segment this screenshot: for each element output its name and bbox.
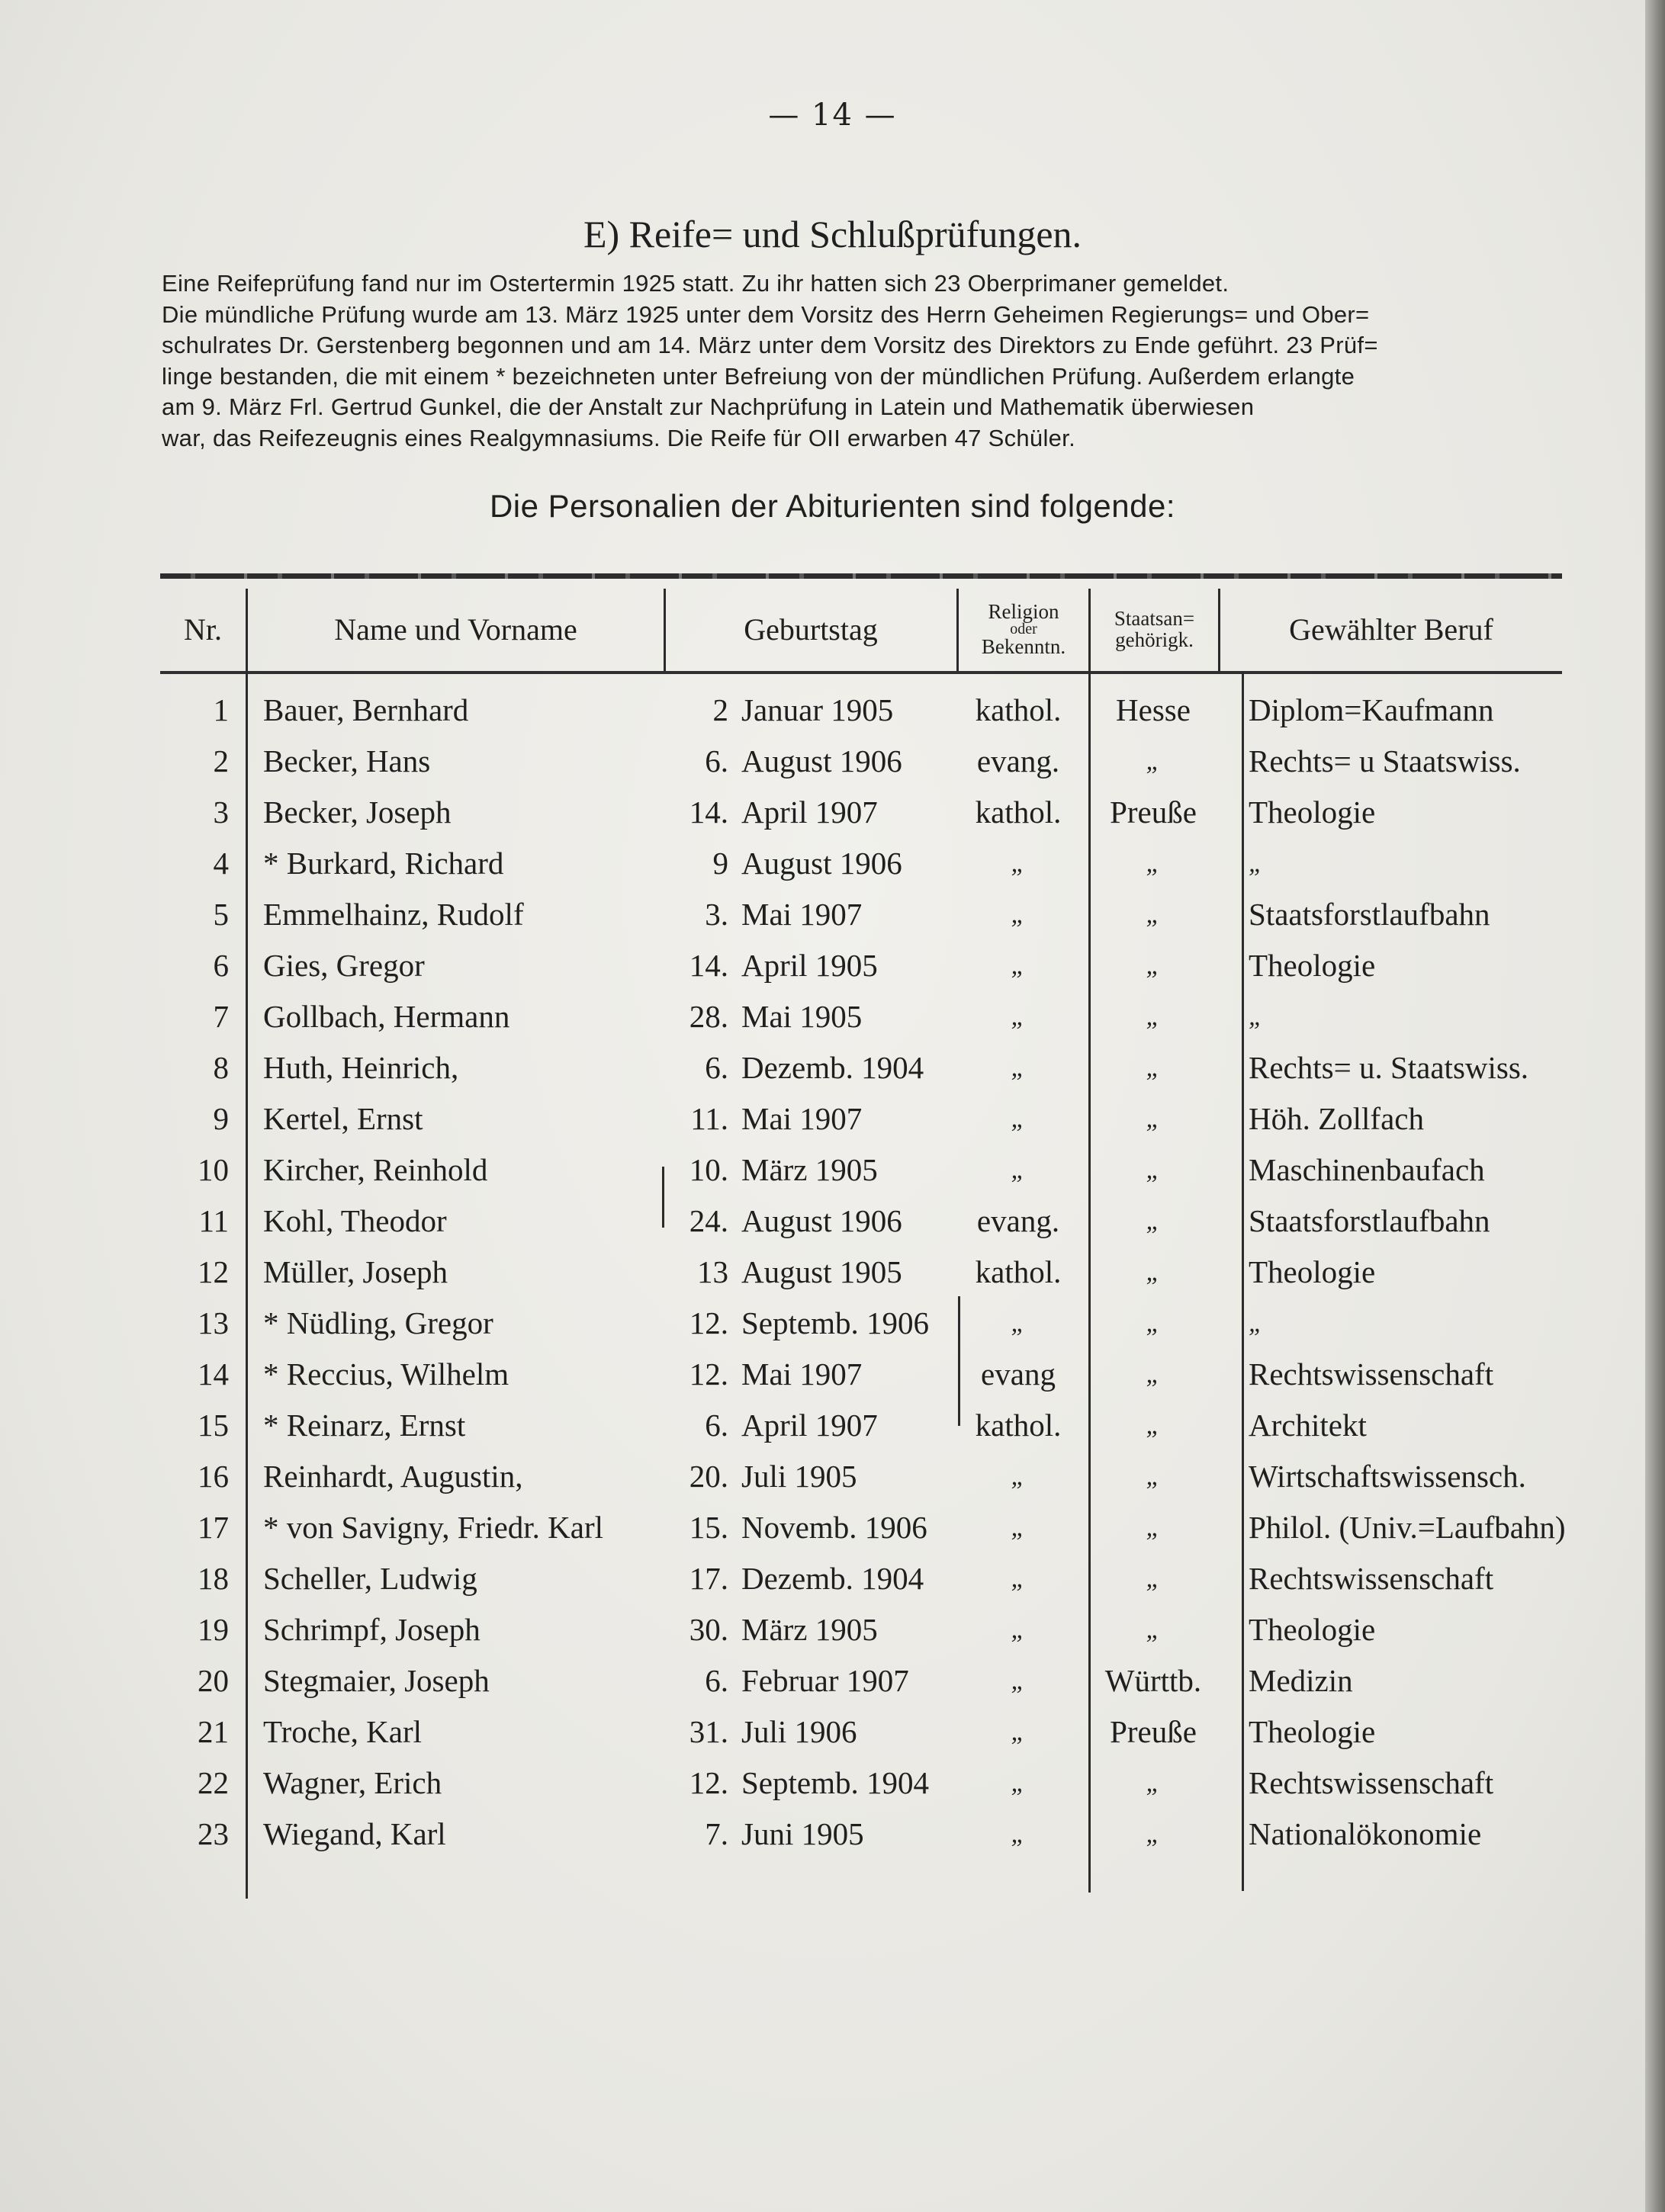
student-name: Becker, Joseph: [263, 795, 452, 830]
row-number: 20: [198, 1663, 229, 1698]
nationality: „: [1146, 901, 1161, 929]
birth-day: 13: [697, 1254, 728, 1289]
header-geburtstag: Geburtstag: [744, 612, 878, 647]
religion: kathol.: [975, 1408, 1062, 1443]
birth-day: 6.: [705, 1050, 728, 1085]
table-row: [0, 1298, 1665, 1349]
section-title: E) Reife= und Schlußprüfungen.: [583, 213, 1082, 255]
row-number: 8: [213, 1050, 229, 1085]
student-name: * Reccius, Wilhelm: [263, 1356, 509, 1392]
table-header-rule: [160, 671, 1562, 674]
table-row: [0, 991, 1665, 1042]
row-number: 23: [198, 1816, 229, 1851]
student-name: Müller, Joseph: [263, 1254, 448, 1289]
chosen-profession: Rechts= u. Staatswiss.: [1249, 1050, 1529, 1085]
birth-month-year: August 1905: [741, 1254, 902, 1289]
student-name: Reinhardt, Augustin,: [263, 1459, 523, 1494]
row-number: 11: [198, 1203, 229, 1238]
nationality: Württb.: [1104, 1663, 1202, 1698]
paragraph-line: Eine Reifeprüfung fand nur im Ostertermin 1925 statt. Zu ihr hatten sich 23 Oberprimaner gemeldet.: [162, 270, 1229, 297]
table-row: [0, 838, 1665, 889]
header-staatsangehoerigkeit: [1091, 591, 1218, 667]
table-row: [0, 1604, 1665, 1655]
table-row: [0, 940, 1665, 991]
student-name: Wiegand, Karl: [263, 1816, 446, 1851]
nationality: „: [1146, 747, 1161, 775]
student-name: Stegmaier, Joseph: [263, 1663, 490, 1698]
religion: „: [1011, 1309, 1026, 1337]
table-row: [0, 1502, 1665, 1553]
chosen-profession: Nationalökonomie: [1249, 1816, 1482, 1851]
birth-day: 14.: [689, 948, 728, 983]
chosen-profession: „: [1249, 849, 1263, 878]
table-row: [0, 1247, 1665, 1298]
religion: „: [1011, 1820, 1026, 1848]
row-number: 18: [198, 1561, 229, 1596]
row-number: 3: [213, 795, 229, 830]
religion: evang.: [976, 743, 1060, 779]
chosen-profession: Philol. (Univ.=Laufbahn): [1249, 1510, 1566, 1545]
row-number: 5: [213, 897, 229, 932]
row-number: 9: [213, 1101, 229, 1136]
chosen-profession: Höh. Zollfach: [1249, 1101, 1424, 1136]
student-name: Kircher, Reinhold: [263, 1152, 488, 1187]
table-row: [0, 685, 1665, 736]
paragraph-line: am 9. März Frl. Gertrud Gunkel, die der Anstalt zur Nachprüfung in Latein und Mathematik überwiesen: [162, 393, 1255, 420]
nationality: „: [1146, 1360, 1161, 1389]
chosen-profession: Theologie: [1249, 948, 1376, 983]
nationality: „: [1146, 1105, 1161, 1133]
birth-month-year: Mai 1907: [741, 1356, 863, 1392]
chosen-profession: „: [1249, 1003, 1263, 1031]
student-name: Schrimpf, Joseph: [263, 1612, 481, 1647]
nationality: „: [1146, 1616, 1161, 1644]
nationality: Hesse: [1116, 692, 1191, 727]
birth-day: 14.: [689, 795, 728, 830]
birth-month-year: April 1907: [741, 795, 878, 830]
chosen-profession: Theologie: [1249, 795, 1376, 830]
birth-month-year: Mai 1907: [741, 1101, 863, 1136]
religion: evang.: [976, 1203, 1060, 1238]
student-name: Huth, Heinrich,: [263, 1050, 459, 1085]
student-name: * Reinarz, Ernst: [263, 1408, 466, 1443]
student-name: Becker, Hans: [263, 743, 431, 779]
religion: „: [1011, 1616, 1026, 1644]
table-intro: Die Personalien der Abiturienten sind folgende:: [489, 488, 1176, 524]
nationality: „: [1146, 1565, 1161, 1593]
row-number: 1: [213, 692, 229, 727]
student-name: Gollbach, Hermann: [263, 999, 510, 1034]
birth-month-year: Juni 1905: [741, 1816, 864, 1851]
student-name: Kohl, Theodor: [263, 1203, 447, 1238]
birth-month-year: August 1906: [741, 1203, 902, 1238]
student-name: Kertel, Ernst: [263, 1101, 423, 1136]
birth-day: 3.: [705, 897, 728, 932]
birth-day: 7.: [705, 1816, 728, 1851]
birth-month-year: Dezemb. 1904: [741, 1050, 924, 1085]
birth-day: 10.: [689, 1152, 728, 1187]
birth-month-year: März 1905: [741, 1152, 878, 1187]
birth-month-year: Septemb. 1906: [741, 1305, 929, 1340]
religion: „: [1011, 1769, 1026, 1797]
header-beruf: Gewählter Beruf: [1289, 612, 1493, 647]
religion: „: [1011, 1462, 1026, 1491]
nationality: „: [1146, 1156, 1161, 1184]
chosen-profession: Rechtswissenschaft: [1249, 1561, 1494, 1596]
table-row: [0, 787, 1665, 838]
birth-month-year: Mai 1907: [741, 897, 863, 932]
table-row: [0, 1553, 1665, 1604]
birth-day: 15.: [689, 1510, 728, 1545]
intro-paragraph: [162, 268, 1557, 454]
nationality: Preuße: [1110, 1714, 1197, 1749]
birth-month-year: August 1906: [741, 743, 902, 779]
student-name: Bauer, Bernhard: [263, 692, 469, 727]
table-row: [0, 1758, 1665, 1809]
birth-day: 2: [712, 692, 728, 727]
table-row: [0, 1706, 1665, 1758]
birth-day: 9: [712, 846, 728, 881]
religion: „: [1011, 1565, 1026, 1593]
row-number: 21: [198, 1714, 229, 1749]
header-staat-line1: Staatsan=: [1114, 607, 1195, 630]
student-name: * von Savigny, Friedr. Karl: [263, 1510, 604, 1545]
birth-day: 30.: [689, 1612, 728, 1647]
nationality: „: [1146, 1207, 1161, 1235]
religion: „: [1011, 1667, 1026, 1695]
religion: „: [1011, 1156, 1026, 1184]
chosen-profession: Theologie: [1249, 1714, 1376, 1749]
chosen-profession: Diplom=Kaufmann: [1249, 692, 1494, 727]
row-number: 6: [213, 948, 229, 983]
header-religion: [959, 591, 1088, 667]
table-row: [0, 1349, 1665, 1400]
student-name: Gies, Gregor: [263, 948, 425, 983]
row-number: 13: [198, 1305, 229, 1340]
student-name: * Burkard, Richard: [263, 846, 504, 881]
birth-month-year: August 1906: [741, 846, 902, 881]
table-row: [0, 1655, 1665, 1706]
nationality: „: [1146, 849, 1161, 878]
chosen-profession: Rechtswissenschaft: [1249, 1356, 1494, 1392]
religion: „: [1011, 1718, 1026, 1746]
row-number: 19: [198, 1612, 229, 1647]
nationality: „: [1146, 1258, 1161, 1286]
birth-month-year: Februar 1907: [741, 1663, 909, 1698]
chosen-profession: Architekt: [1249, 1408, 1367, 1443]
row-number: 14: [198, 1356, 229, 1392]
nationality: „: [1146, 1003, 1161, 1031]
chosen-profession: Staatsforstlaufbahn: [1249, 897, 1490, 932]
row-number: 22: [198, 1765, 229, 1800]
religion: „: [1011, 1054, 1026, 1082]
religion: kathol.: [975, 795, 1062, 830]
header-religion-line1: Religion: [988, 600, 1059, 623]
row-number: 16: [198, 1459, 229, 1494]
religion: kathol.: [975, 1254, 1062, 1289]
student-name: Emmelhainz, Rudolf: [263, 897, 524, 932]
birth-month-year: März 1905: [741, 1612, 878, 1647]
paragraph-line: linge bestanden, die mit einem * bezeichneten unter Befreiung von der mündlichen Prüfung. Außerdem erlangte: [162, 362, 1355, 390]
header-nr: Nr.: [184, 612, 222, 647]
page-number: — 14 —: [768, 98, 897, 133]
birth-day: 12.: [689, 1765, 728, 1800]
table-row: [0, 1451, 1665, 1502]
religion: „: [1011, 1105, 1026, 1133]
nationality: „: [1146, 952, 1161, 980]
table-row: [0, 736, 1665, 787]
birth-month-year: April 1905: [741, 948, 878, 983]
religion: kathol.: [975, 692, 1062, 727]
paragraph-line: war, das Reifezeugnis eines Realgymnasiums. Die Reife für OII erwarben 47 Schüler.: [162, 424, 1075, 451]
row-number: 4: [213, 846, 229, 881]
row-number: 15: [198, 1408, 229, 1443]
row-number: 2: [213, 743, 229, 779]
birth-day: 6.: [705, 743, 728, 779]
religion: „: [1011, 901, 1026, 929]
row-number: 17: [198, 1510, 229, 1545]
nationality: Preuße: [1110, 795, 1197, 830]
birth-month-year: Septemb. 1904: [741, 1765, 929, 1800]
birth-day: 24.: [689, 1203, 728, 1238]
birth-month-year: Novemb. 1906: [741, 1510, 927, 1545]
student-name: Wagner, Erich: [263, 1765, 442, 1800]
nationality: „: [1146, 1462, 1161, 1491]
header-staat-line2: gehörigk.: [1115, 628, 1194, 651]
chosen-profession: Wirtschaftswissensch.: [1249, 1459, 1526, 1494]
table-row: [0, 889, 1665, 940]
student-name: * Nüdling, Gregor: [263, 1305, 493, 1340]
student-name: Troche, Karl: [263, 1714, 423, 1749]
header-religion-line3: Bekenntn.: [981, 635, 1066, 658]
nationality: „: [1146, 1769, 1161, 1797]
religion: „: [1011, 849, 1026, 878]
religion: „: [1011, 952, 1026, 980]
birth-day: 6.: [705, 1663, 728, 1698]
table-row: [0, 1400, 1665, 1451]
birth-month-year: Juli 1906: [741, 1714, 857, 1749]
birth-month-year: April 1907: [741, 1408, 878, 1443]
religion: „: [1011, 1514, 1026, 1542]
birth-day: 17.: [689, 1561, 728, 1596]
birth-day: 11.: [690, 1101, 728, 1136]
birth-month-year: Januar 1905: [741, 692, 894, 727]
table-row: [0, 1042, 1665, 1093]
birth-month-year: Juli 1905: [741, 1459, 857, 1494]
header-name: Name und Vorname: [334, 612, 577, 647]
table-row: [0, 1093, 1665, 1145]
table-row: [0, 1809, 1665, 1860]
birth-day: 12.: [689, 1356, 728, 1392]
religion: „: [1011, 1003, 1026, 1031]
nationality: „: [1146, 1309, 1161, 1337]
student-name: Scheller, Ludwig: [263, 1561, 477, 1596]
nationality: „: [1146, 1820, 1161, 1848]
birth-day: 12.: [689, 1305, 728, 1340]
table-top-rule: [160, 573, 1562, 579]
religion: evang: [981, 1356, 1056, 1392]
row-number: 12: [198, 1254, 229, 1289]
paragraph-line: schulrates Dr. Gerstenberg begonnen und am 14. März unter dem Vorsitz des Direktors zu Ende geführt. 23 Prüf=: [162, 332, 1378, 358]
birth-month-year: Mai 1905: [741, 999, 863, 1034]
nationality: „: [1146, 1411, 1161, 1440]
table-row: [0, 1196, 1665, 1247]
birth-day: 31.: [689, 1714, 728, 1749]
chosen-profession: Rechtswissenschaft: [1249, 1765, 1494, 1800]
chosen-profession: Theologie: [1249, 1254, 1376, 1289]
birth-day: 28.: [689, 999, 728, 1034]
chosen-profession: Medizin: [1249, 1663, 1353, 1698]
header-religion-line2: oder: [1010, 621, 1037, 637]
chosen-profession: Staatsforstlaufbahn: [1249, 1203, 1490, 1238]
row-number: 10: [198, 1152, 229, 1187]
chosen-profession: Theologie: [1249, 1612, 1376, 1647]
row-number: 7: [213, 999, 229, 1034]
nationality: „: [1146, 1514, 1161, 1542]
nationality: „: [1146, 1054, 1161, 1082]
chosen-profession: Rechts= u Staatswiss.: [1249, 743, 1521, 779]
birth-day: 20.: [689, 1459, 728, 1494]
chosen-profession: „: [1249, 1309, 1263, 1337]
paragraph-line: Die mündliche Prüfung wurde am 13. März 1925 unter dem Vorsitz des Herrn Geheimen Regierungs= und Ober=: [162, 300, 1370, 328]
table-row: [0, 1145, 1665, 1196]
chosen-profession: Maschinenbaufach: [1249, 1152, 1485, 1187]
birth-day: 6.: [705, 1408, 728, 1443]
birth-month-year: Dezemb. 1904: [741, 1561, 924, 1596]
